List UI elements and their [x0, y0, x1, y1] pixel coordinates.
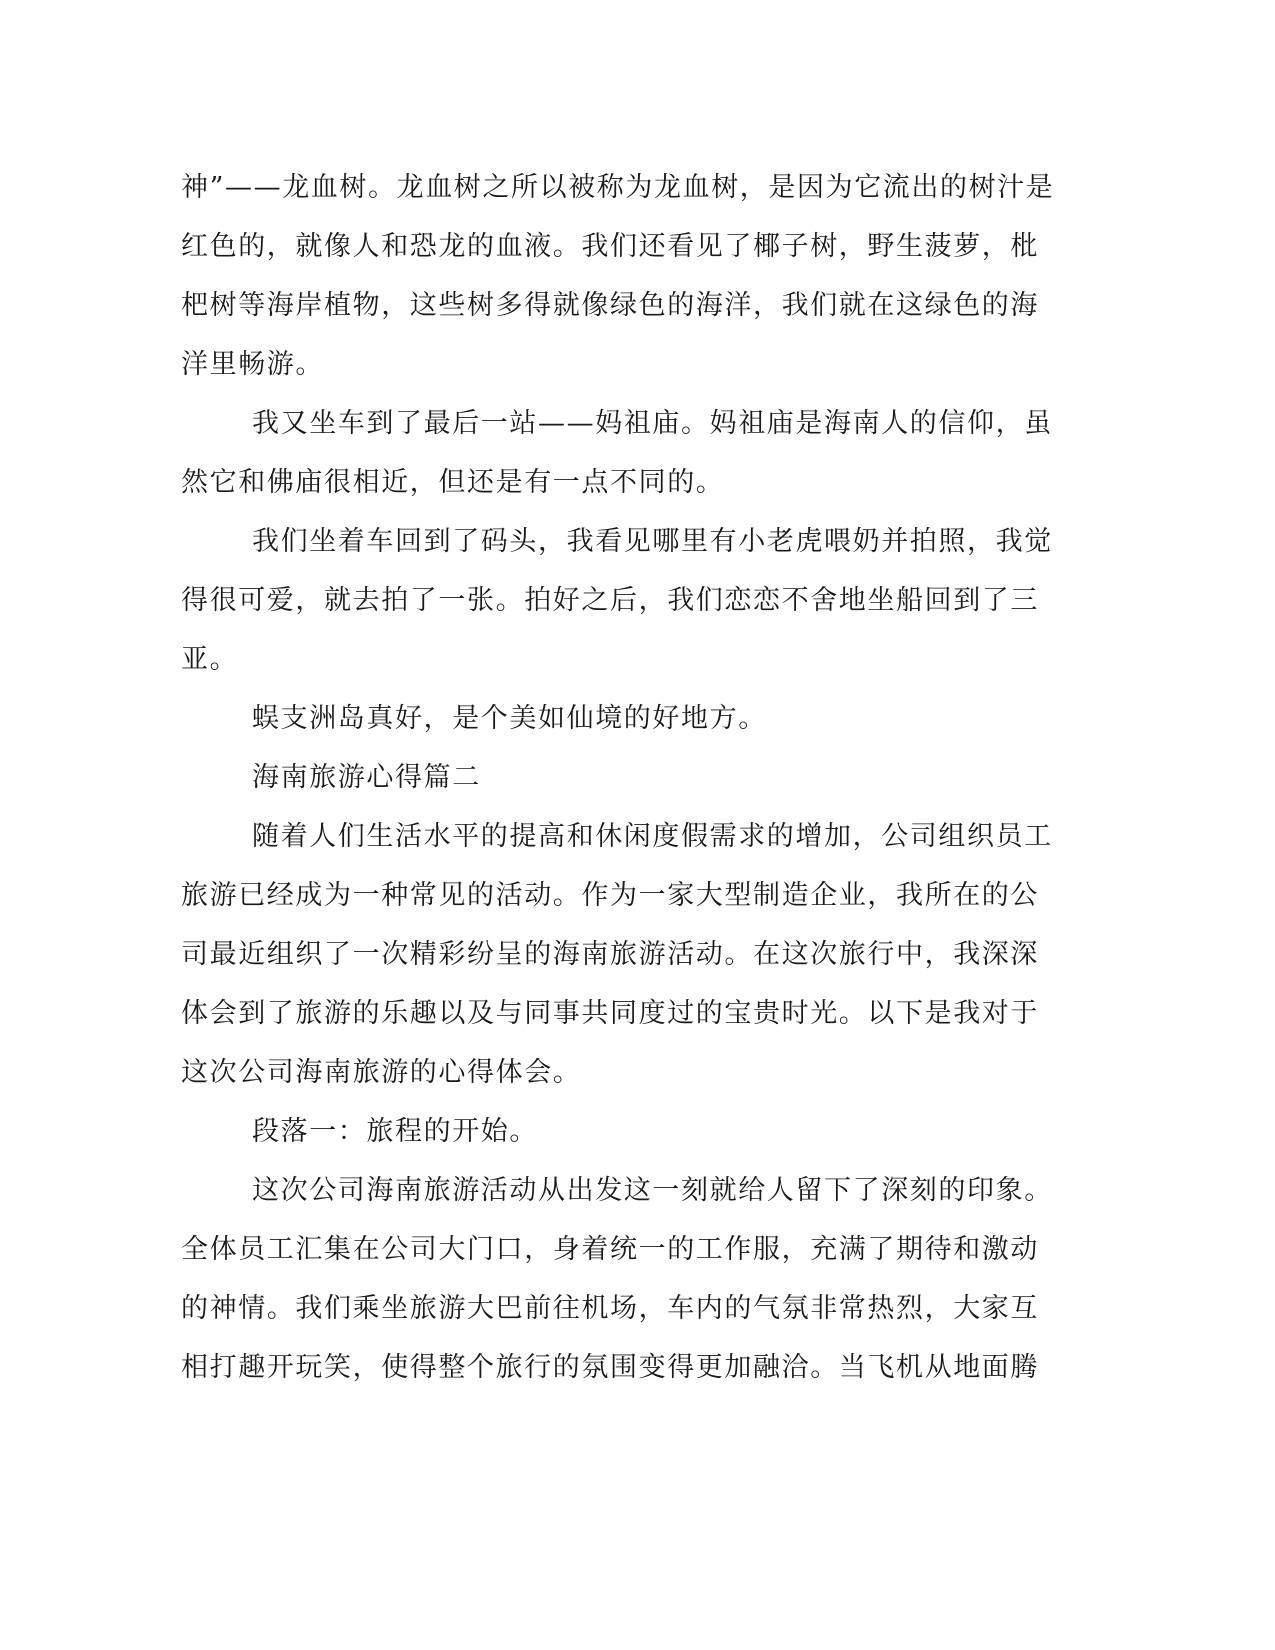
paragraph-mazu-temple	[181, 394, 1053, 512]
text-line: 神”——龙血树。龙血树之所以被称为龙血树，是因为它流出的树汁是	[181, 172, 1055, 203]
text-line: 的神情。我们乘坐旅游大巴前往机场，车内的气氛非常热烈，大家互	[181, 1293, 1039, 1324]
text-line: 亚。	[181, 644, 239, 675]
paragraph-island-summary	[181, 689, 1031, 748]
text-line: 海南旅游心得篇二	[252, 762, 481, 793]
text-line: 全体员工汇集在公司大门口，身着统一的工作服，充满了期待和激动	[181, 1234, 1039, 1265]
section-heading-paragraph-one	[181, 1102, 1031, 1161]
paragraph-journey-start	[181, 1161, 1053, 1397]
text-line: 得很可爱，就去拍了一张。拍好之后，我们恋恋不舍地坐船回到了三	[181, 585, 1039, 616]
document-body	[181, 158, 1055, 1397]
text-line: 段落一：旅程的开始。	[252, 1116, 538, 1147]
text-line: 然它和佛庙很相近，但还是有一点不同的。	[181, 467, 725, 498]
paragraph-company-trip-intro	[181, 807, 1053, 1102]
text-line: 洋里畅游。	[181, 349, 324, 380]
section-heading-part-two	[181, 748, 1031, 807]
text-line: 我们坐着车回到了码头，我看见哪里有小老虎喂奶并拍照，我觉	[252, 526, 1053, 557]
paragraph-dragon-blood-tree	[181, 158, 1055, 394]
text-line: 我又坐车到了最后一站——妈祖庙。妈祖庙是海南人的信仰，虽	[252, 408, 1053, 439]
text-line: 这次公司海南旅游活动从出发这一刻就给人留下了深刻的印象。	[252, 1175, 1053, 1206]
text-line: 这次公司海南旅游的心得体会。	[181, 1057, 582, 1088]
text-line: 司最近组织了一次精彩纷呈的海南旅游活动。在这次旅行中，我深深	[181, 939, 1039, 970]
text-line: 杷树等海岸植物，这些树多得就像绿色的海洋，我们就在这绿色的海	[181, 290, 1039, 321]
text-line: 蜈支洲岛真好，是个美如仙境的好地方。	[252, 703, 767, 734]
paragraph-return-to-dock	[181, 512, 1053, 689]
text-line: 红色的，就像人和恐龙的血液。我们还看见了椰子树，野生菠萝，枇	[181, 231, 1039, 262]
text-line: 旅游已经成为一种常见的活动。作为一家大型制造企业，我所在的公	[181, 880, 1039, 911]
text-line: 随着人们生活水平的提高和休闲度假需求的增加，公司组织员工	[252, 821, 1053, 852]
text-line: 体会到了旅游的乐趣以及与同事共同度过的宝贵时光。以下是我对于	[181, 998, 1039, 1029]
text-line: 相打趣开玩笑，使得整个旅行的氛围变得更加融洽。当飞机从地面腾	[181, 1352, 1039, 1383]
